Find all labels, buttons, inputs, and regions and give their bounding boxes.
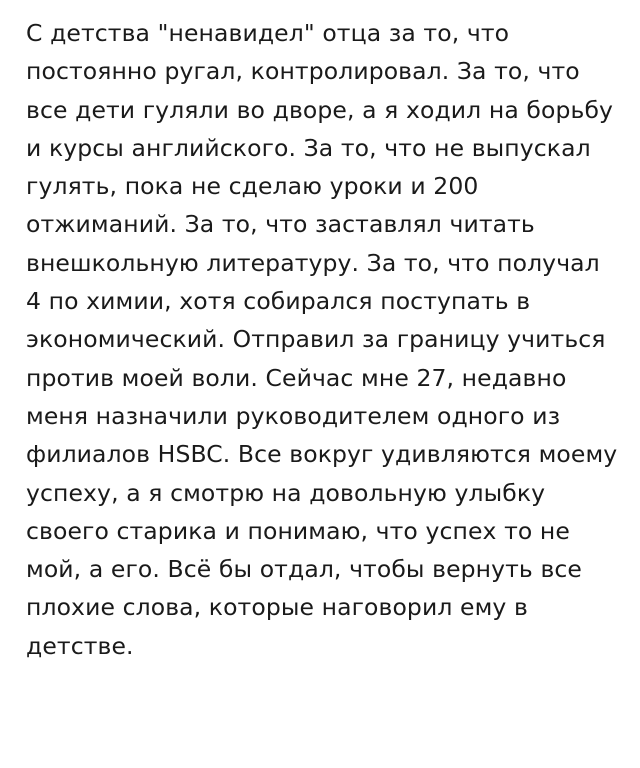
story-body-text: С детства "ненавидел" отца за то, что постоянно ругал, контролировал. За то, что все дети гуляли во дворе, а я ходил на борьбу и курсы английского. За то, что не выпускал гулять, пока не сделаю уроки и 200 отжиманий. За то, что заставлял читать внешкольную литературу. За то, что получал 4 по химии, хотя собирался поступать в экономический. Отправил за границу учиться против моей воли. Сейчас мне 27, недавно меня назначили руководителем одного из филиалов HSBC. Все вокруг удивляются моему успеху, а я смотрю на довольную улыбку своего старика и понимаю, что успех то не мой, а его. Всё бы отдал, чтобы вернуть все плохие слова, которые наговорил ему в детстве. <box>26 19 625 660</box>
